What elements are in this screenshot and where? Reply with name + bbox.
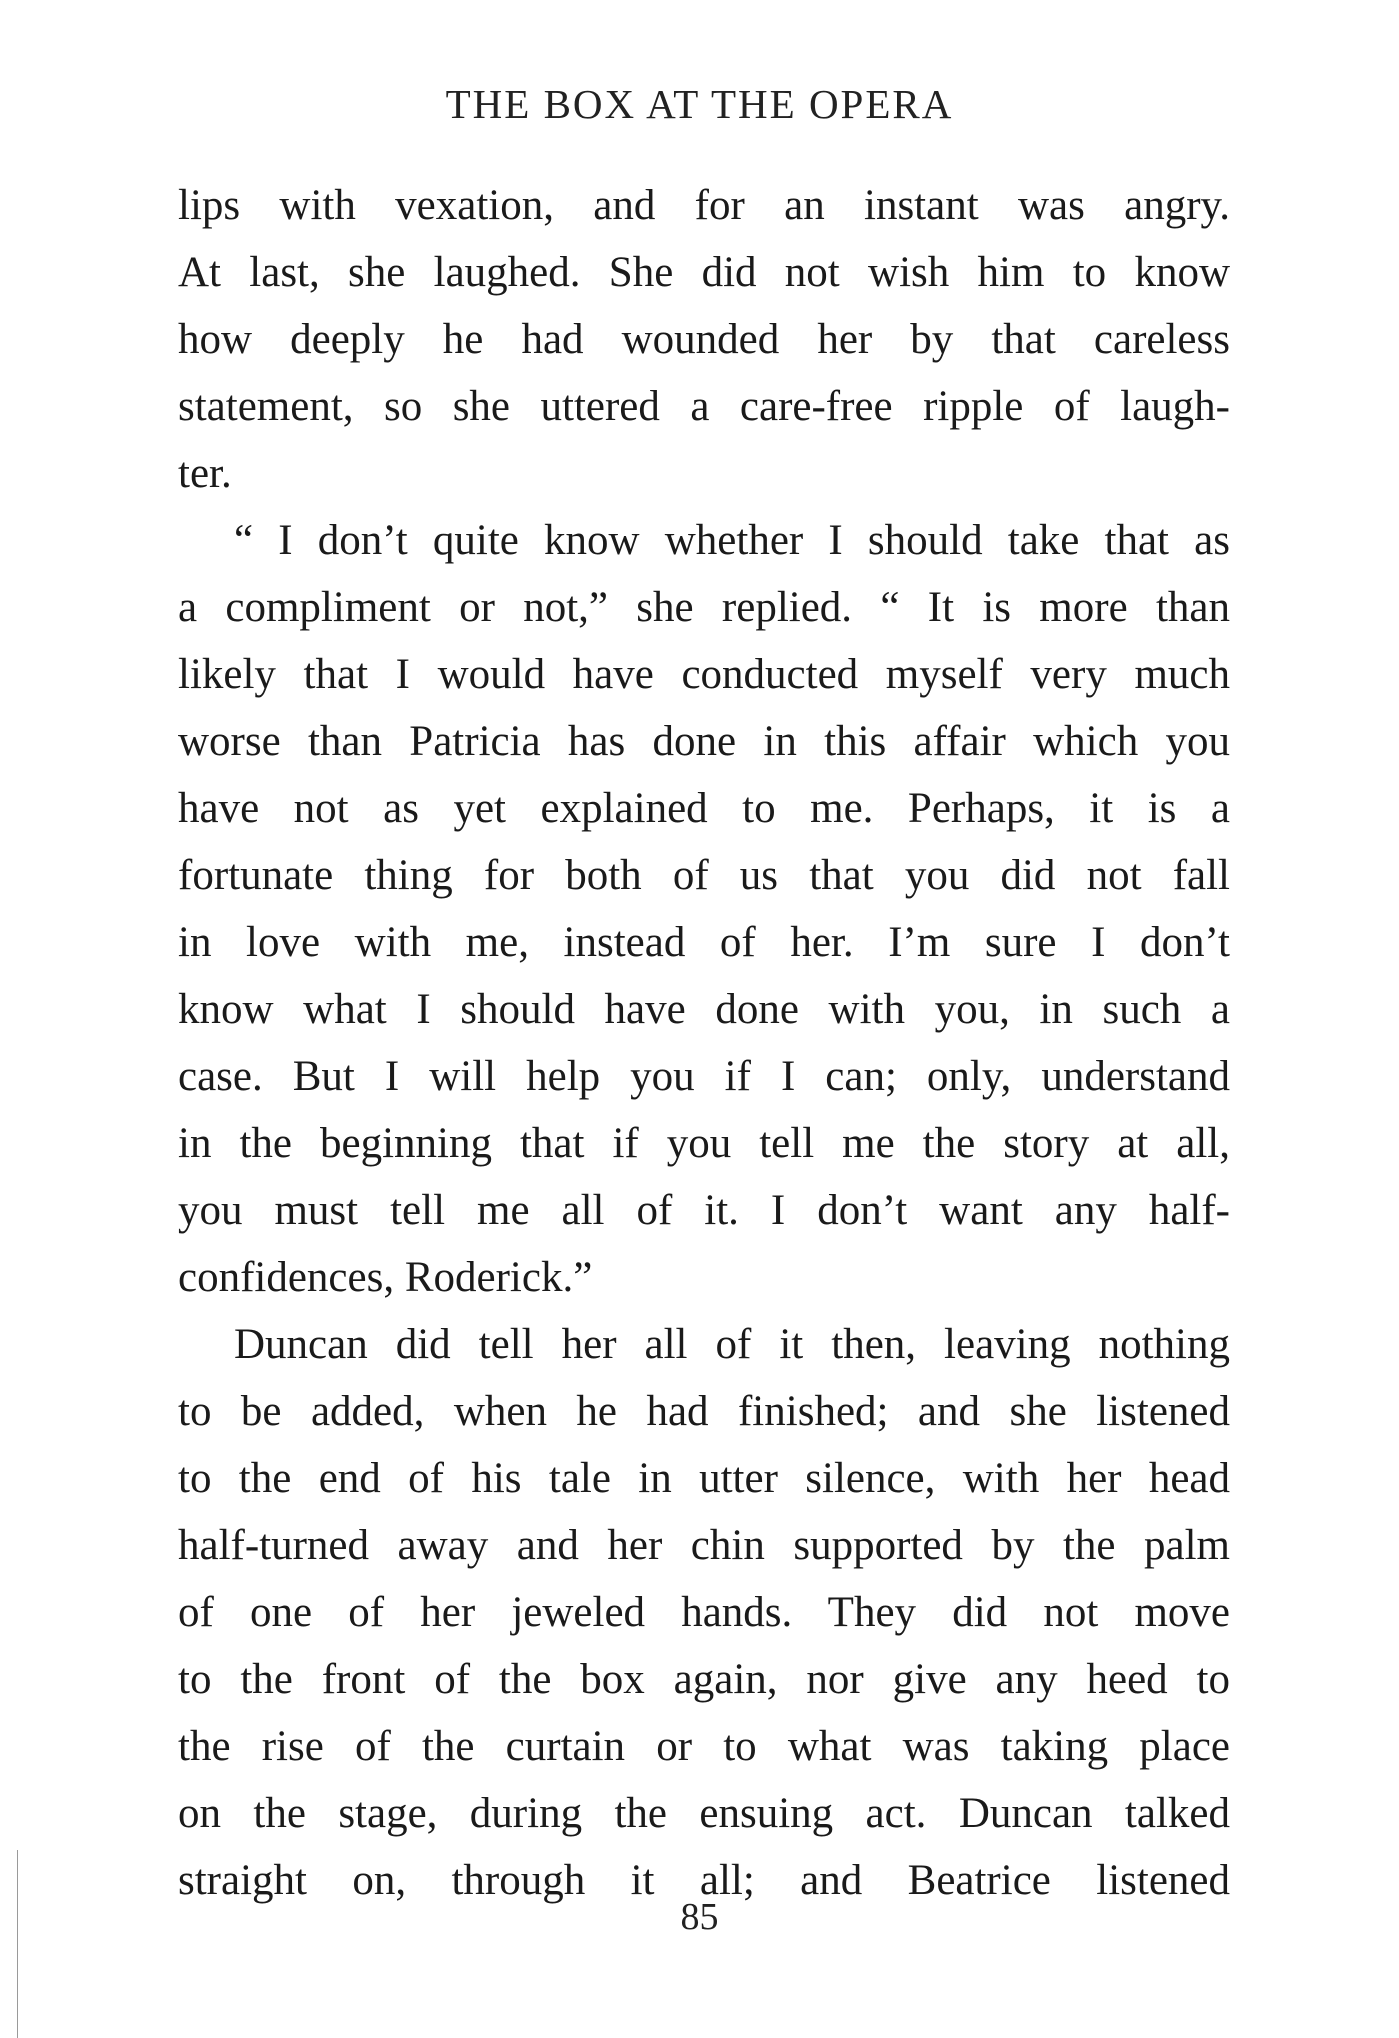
text-line: Duncan did tell her all of it then, leaving nothing [234, 1321, 1230, 1368]
text-line: worse than Patricia has done in this affair which you [178, 718, 1230, 765]
paragraph [178, 1311, 1230, 1914]
text-line: likely that I would have conducted myself very much [178, 651, 1230, 698]
text-line: a compliment or not,” she replied. “ It is more than [178, 584, 1230, 631]
text-line: “ I don’t quite know whether I should take that as [234, 517, 1230, 564]
text-line: in the beginning that if you tell me the story at all, [178, 1120, 1230, 1167]
text-line: confidences, Roderick.” [178, 1254, 593, 1301]
paragraph [178, 172, 1230, 507]
text-line: case. But I will help you if I can; only, understand [178, 1053, 1230, 1100]
body-text [178, 172, 1230, 1914]
gutter-edge [17, 1850, 18, 2038]
text-line: in love with me, instead of her. I’m sure I don’t [178, 919, 1230, 966]
text-line: half-turned away and her chin supported by the palm [178, 1522, 1230, 1569]
text-line: ter. [178, 450, 232, 497]
text-line: fortunate thing for both of us that you did not fall [178, 852, 1230, 899]
text-line: to be added, when he had finished; and she listened [178, 1388, 1230, 1435]
text-line: you must tell me all of it. I don’t want any half- [178, 1187, 1230, 1234]
text-line: to the front of the box again, nor give any heed to [178, 1656, 1230, 1703]
text-line: how deeply he had wounded her by that careless [178, 316, 1230, 363]
text-line: to the end of his tale in utter silence, with her head [178, 1455, 1230, 1502]
text-line: straight on, through it all; and Beatrice listened [178, 1857, 1230, 1904]
text-line: the rise of the curtain or to what was taking place [178, 1723, 1230, 1770]
text-line: statement, so she uttered a care-free ripple of laugh- [178, 383, 1230, 430]
text-line: lips with vexation, and for an instant was angry. [178, 182, 1230, 229]
text-line: on the stage, during the ensuing act. Duncan talked [178, 1790, 1230, 1837]
text-line: of one of her jeweled hands. They did not move [178, 1589, 1230, 1636]
text-line: know what I should have done with you, in such a [178, 986, 1230, 1033]
text-line: have not as yet explained to me. Perhaps, it is a [178, 785, 1230, 832]
text-line: At last, she laughed. She did not wish him to know [178, 249, 1230, 296]
page-number: 85 [680, 1896, 719, 1938]
paragraph [178, 507, 1230, 1311]
running-head: THE BOX AT THE OPERA [445, 81, 954, 127]
